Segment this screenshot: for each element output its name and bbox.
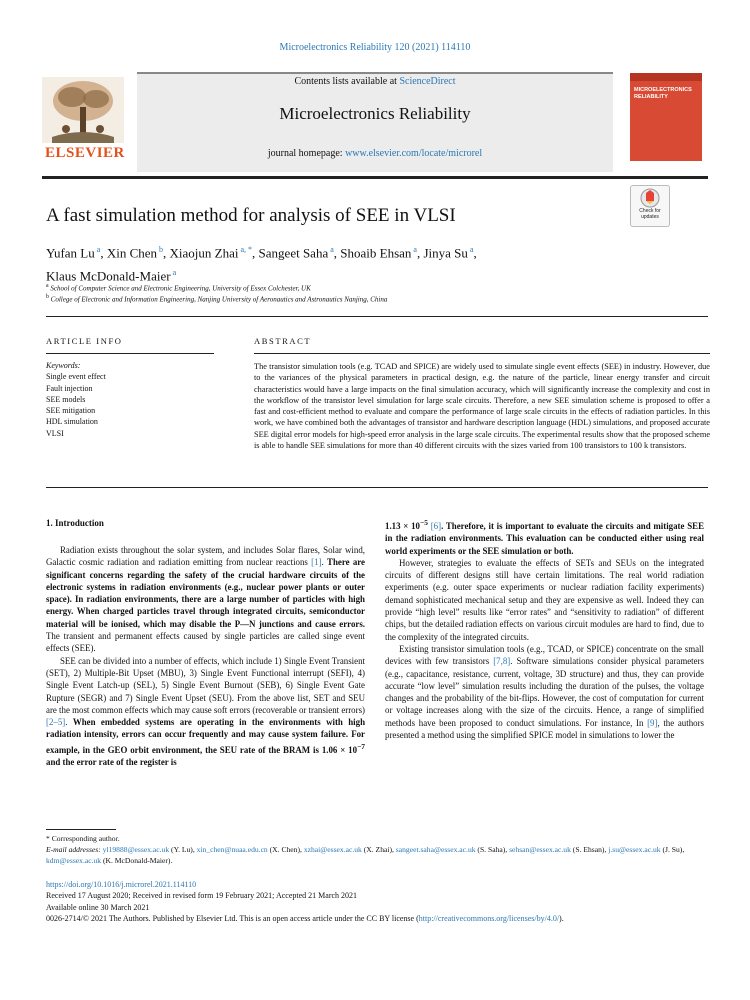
author-separator: , <box>333 245 341 261</box>
keyword-item: Fault injection <box>46 383 93 393</box>
email-link[interactable]: sehsan@essex.ac.uk <box>509 845 571 854</box>
footnotes <box>46 833 708 866</box>
author-affiliation-sup[interactable]: b <box>157 245 164 254</box>
author-name[interactable]: Jinya Su <box>423 245 468 261</box>
para4-text-a: Existing transistor simulation tools (e.g., TCAD, or SPICE) concentrate on the small devices with few transistors <box>385 643 704 667</box>
author-name[interactable]: Shoaib Ehsan <box>340 245 412 261</box>
citation-link[interactable]: [9] <box>647 717 658 728</box>
homepage-link[interactable]: www.elsevier.com/locate/microrel <box>345 148 483 159</box>
header-rule <box>42 176 708 179</box>
author-name[interactable]: Sangeet Saha <box>258 245 329 261</box>
author-separator: , <box>416 245 424 261</box>
keyword-item: Single event effect <box>46 372 106 382</box>
intro-paragraph-2 <box>46 655 365 769</box>
journal-reference-link[interactable]: Microelectronics Reliability 120 (2021) 114110 <box>279 42 471 53</box>
affiliation-a-sup: a <box>46 283 49 289</box>
email-owner: (Y. Lu), <box>169 845 197 854</box>
keywords-label: Keywords: <box>46 361 81 370</box>
author-name[interactable]: Yufan Lu <box>46 245 95 261</box>
abstract-bottom-rule <box>46 487 708 488</box>
corresponding-author-note: * Corresponding author. <box>46 834 120 843</box>
para2-text: SEE can be divided into a number of effects, which include 1) Single Event Transient (SET), 2) Multiple-Bit Upset (MBU), 3) Single Event Functional interrupt (SEFI), 4) Single Event Latch-up (SEL), 5) Single Event Burnout (SEB), 6) Single Event Gate Rupture (SEGR) and 7) Single Event Upset (SEU). From the above list, SET and SEU are the most common effects which may cause soft errors (recoverable or transient errors) <box>46 655 365 715</box>
keyword-item: SEE mitigation <box>46 406 96 416</box>
email-link[interactable]: yl19888@essex.ac.uk <box>102 845 170 854</box>
check-for-updates-button[interactable] <box>630 185 670 227</box>
para1-punct: . <box>321 557 328 568</box>
available-online: Available online 30 March 2021 <box>46 902 150 912</box>
author-affiliation-sup[interactable]: a <box>170 268 177 278</box>
email-link[interactable]: kdm@essex.ac.uk <box>46 856 102 865</box>
sciencedirect-link[interactable]: ScienceDirect <box>399 76 456 87</box>
col2-exponent: −5 <box>420 518 428 527</box>
author-affiliation-sup[interactable]: a, * <box>238 245 253 254</box>
email-owner: (S. Ehsan), <box>570 845 609 854</box>
citation-link[interactable]: [1] <box>311 557 322 568</box>
citation-link[interactable]: [2–5] <box>46 717 66 728</box>
elsevier-wordmark: ELSEVIER <box>45 145 125 161</box>
author-affiliation-sup[interactable]: a <box>94 245 101 254</box>
keyword-item: VLSI <box>46 428 64 438</box>
intro-paragraph-3: However, strategies to evaluate the effects of SETs and SEUs on the integrated circuits of different designs still have certain limitations. The real world radiation experiments (e.g. outer space experiments or nuclear radiation facility experiments) demand sophisticated mechanical setup and they are expensive as well. Indeed they can provide “high level” results like “error rates” and “sensitivity to radiation” of different chips, but the detailed radiation effects on various circuit modules are hard to find, due to the complexity of the integrated circuits. <box>385 557 704 642</box>
contents-prefix: Contents lists available at <box>294 76 400 87</box>
para1-after: The transient and permanent effects caused by single particles are called singe event effects (SEE). <box>46 631 365 654</box>
email-owner: (S. Saha), <box>475 845 510 854</box>
email-link[interactable]: sangeet.saha@essex.ac.uk <box>395 845 476 854</box>
email-link[interactable]: j.su@essex.ac.uk <box>608 845 661 854</box>
article-info-heading: ARTICLE INFO <box>46 336 123 346</box>
author-separator: , <box>163 245 170 261</box>
affiliation-b <box>46 294 387 303</box>
doi-link[interactable]: https://doi.org/10.1016/j.microrel.2021.114110 <box>46 880 197 889</box>
para2-punct: . <box>65 717 73 728</box>
citation-link[interactable]: [6] <box>430 520 442 531</box>
author-affiliation-sup[interactable]: a <box>411 245 417 254</box>
intro-paragraph-4 <box>385 643 704 741</box>
author-separator: , <box>473 245 477 261</box>
email-owner: (J. Su), <box>660 845 685 854</box>
body-column-right <box>385 517 704 741</box>
citation-link[interactable]: [7,8] <box>493 656 511 667</box>
authors-line-1 <box>46 240 646 263</box>
author-list <box>46 240 646 287</box>
homepage-prefix: journal homepage: <box>267 148 346 159</box>
keyword-item: HDL simulation <box>46 417 98 427</box>
para1-emphasis: There are significant concerns regarding the safety of the crucial hardware circuits of the electronic systems in radiation environments (e.g., nuclear power plants or outer space). In radiation environments, there are a large number of particles with high energy. When charged particles travel through integrated circuits, semiconductor material will be ionised, which may disable the P—N junctions and cause errors. <box>46 557 366 629</box>
received-dates: Received 17 August 2020; Received in revised form 19 February 2021; Accepted 21 March 2021 <box>46 891 358 901</box>
email-label: E-mail addresses: <box>46 845 103 854</box>
contents-line <box>137 76 613 87</box>
author-name[interactable]: Xin Chen <box>106 245 158 261</box>
email-link[interactable]: xin_chen@nuaa.edu.cn <box>196 845 268 854</box>
author-separator: , <box>252 245 259 261</box>
cover-stripe <box>630 73 702 81</box>
journal-title: Microelectronics Reliability <box>279 104 471 123</box>
email-link[interactable]: xzhai@essex.ac.uk <box>303 845 362 854</box>
author-name[interactable]: Klaus McDonald-Maier <box>46 268 171 284</box>
body-column-left <box>46 544 365 768</box>
para2-emphasis: When embedded systems are operating in the environments with high radiation intensity, errors can occur frequently and may cause system failure. For example, in the GEO orbit environment, the SEU rate of the BRAM is 1.06 × 10 <box>46 717 366 755</box>
info-sub-rule <box>46 353 214 354</box>
para4-text-c: , the authors presented a method using the simplified SPICE model in simulations to lower the <box>385 717 704 741</box>
intro-paragraph-1 <box>46 544 365 655</box>
para4-text-b: . Software simulations consider physical parameters (e.g., capacitance, resistance, current, voltage, 3D structure) and thus, they can provide accurate “low level” simulation results including the duration of the pulses, the voltage changes and the probability of the bit-flips. However, the cost of computation for current or voltage increases along with the size of the circuits. Hence, a range of simplified methods have been proposed to conduct simulations. For instance, In <box>385 656 704 728</box>
homepage-line <box>137 148 613 159</box>
email-owner: (X. Chen), <box>267 845 304 854</box>
license-end: ). <box>559 914 564 924</box>
email-addresses <box>46 844 708 866</box>
intro-paragraph-continued <box>385 517 704 557</box>
article-title: A fast simulation method for analysis of SEE in VLSI <box>46 205 456 226</box>
abstract-sub-rule <box>254 353 710 354</box>
affiliation-a <box>46 283 311 292</box>
check-updates-label: Check for updates <box>639 208 661 220</box>
license-link[interactable]: http://creativecommons.org/licenses/by/4.0/ <box>418 914 560 924</box>
affiliation-b-sup: b <box>46 294 49 300</box>
license-text: 0026-2714/© 2021 The Authors. Published by Elsevier Ltd. This is an open access article under the CC BY license ( <box>46 914 419 924</box>
author-name[interactable]: Xiaojun Zhai <box>169 245 239 261</box>
introduction-heading: 1. Introduction <box>46 518 104 528</box>
license-line <box>46 913 708 924</box>
check-updates-icon <box>631 186 669 210</box>
article-footer <box>46 879 708 925</box>
affiliation-b-text: College of Electronic and Information Engineering, Nanjing University of Aeronautics and Astronautics Nanjing, China <box>50 295 388 304</box>
col2-emphasis-pre: 1.13 × 10 <box>385 520 420 531</box>
author-separator: , <box>100 245 107 261</box>
info-rule <box>46 316 708 317</box>
author-affiliation-sup[interactable]: a <box>328 245 334 254</box>
abstract-text: The transistor simulation tools (e.g. TCAD and SPICE) are widely used to simulate single event effects (SEE) in industry. However, due to the variances of the physical parameters in practical design, e.g. the nature of the particle, linear energy transfer and circuit characteristics would have a large impacts on the final simulation accuracy, which will significantly increase the complexity and cost in the workflow of the transistor level simulation for large scale circuits. Therefore, a new SEE simulation scheme is proposed to offer a fast and cost-efficient method to evaluate and compare the performance of large scale circuits in the effects of radiation particles. In this work, we have combined both the advantages of transistor and hardware description language (HDL) simulations, and proposed accurate SEE digital error models for high-speed error analysis in the large scale circuits. The experimental results show that the proposed scheme is able to handle SEE simulations for more than 40 different circuits with the sizes varied from 100 transistors to 100 k transistors. <box>254 362 710 451</box>
para2-emphasis-end: and the error rate of the register is <box>46 757 177 768</box>
footnote-rule <box>46 829 116 830</box>
author-affiliation-sup[interactable]: a <box>467 245 474 254</box>
journal-reference[interactable] <box>0 42 750 53</box>
keyword-item: SEE models <box>46 394 86 404</box>
email-owner: (K. McDonald-Maier). <box>101 856 173 865</box>
affiliation-a-text: School of Computer Science and Electronic Engineering, University of Essex Colchester, UK <box>50 284 311 293</box>
keywords-block <box>46 360 216 439</box>
col2-emphasis: . Therefore, it is important to evaluate the circuits and mitigate SEE in the radiation environments. This evaluation can be conducted either using real world experiments or the SEE simulation or both. <box>385 520 704 556</box>
para2-exponent: −7 <box>357 741 365 751</box>
abstract-heading: ABSTRACT <box>254 336 312 346</box>
para1-text: Radiation exists throughout the solar system, and includes Solar flares, Solar wind, Galactic cosmic radiation and radiation emitting from nuclear reactions <box>46 545 365 568</box>
cover-title: MICROELECTRONICS RELIABILITY <box>634 87 692 101</box>
email-owner: (X. Zhai), <box>361 845 396 854</box>
